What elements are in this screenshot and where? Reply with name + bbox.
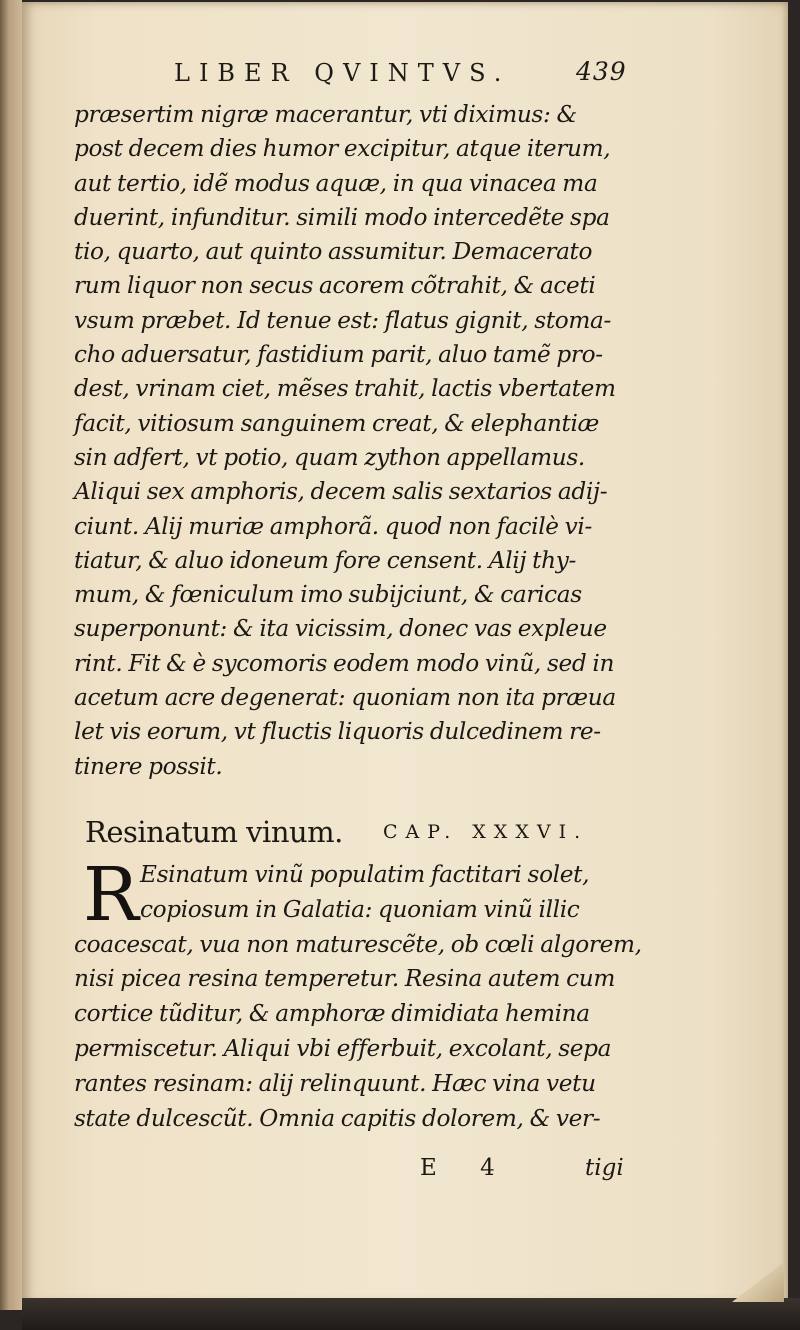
text-line: tiatur, & aluo idoneum fore censent. Alij thy- xyxy=(74,546,576,574)
catchword: tigi xyxy=(585,1155,624,1181)
text-line: state dulcescũt. Omnia capitis dolorem, & ver- xyxy=(74,1104,601,1132)
text-line: mum, & fœniculum imo subijciunt, & caricas xyxy=(74,581,582,609)
text-line: rantes resinam: alij relinquunt. Hæc vina vetu xyxy=(74,1069,596,1097)
text-line: cho aduersatur, fastidium parit, aluo tamẽ pro- xyxy=(74,341,603,369)
catchline xyxy=(410,1155,642,1189)
page-bottom-shadow xyxy=(22,1298,800,1330)
text-line: vsum præbet. Id tenue est: flatus gignit, stoma- xyxy=(74,306,612,334)
drop-cap-initial: R xyxy=(83,852,139,938)
text-line: facit, vitiosum sanguinem creat, & elephantiæ xyxy=(74,409,599,437)
text-line: aut tertio, idẽ modus aquæ, in qua vinacea ma xyxy=(74,169,598,197)
text-line: coacescat, vua non maturescẽte, ob cœli algorem, xyxy=(74,930,642,958)
text-line: cortice tũditur, & amphoræ dimidiata hemina xyxy=(74,1000,590,1028)
text-line: sin adfert, vt potio, quam zython appellamus. xyxy=(74,443,585,471)
text-line: superponunt: & ita vicissim, donec vas expleue xyxy=(74,615,607,643)
text-line: tio, quarto, aut quinto assumitur. Demacerato xyxy=(74,238,593,266)
text-line: let vis eorum, vt fluctis liquoris dulcedinem re- xyxy=(74,718,601,746)
text-line: rum liquor non secus acorem cõtrahit, & aceti xyxy=(74,272,596,300)
running-head-title: LIBER QVINTVS. xyxy=(174,59,511,87)
text-line: nisi picea resina temperetur. Resina autem cum xyxy=(74,965,615,993)
text-line: ciunt. Alij muriæ amphorã. quod non facilè vi- xyxy=(74,512,592,540)
text-line: post decem dies humor excipitur, atque iterum, xyxy=(74,135,611,163)
text-line: tinere possit. xyxy=(74,752,223,780)
body-text xyxy=(74,98,642,784)
chapter-title: Resinatum vinum. xyxy=(85,815,343,849)
text-line: rint. Fit & è sycomoris eodem modo vinũ, sed in xyxy=(74,649,615,677)
previous-page-edge xyxy=(0,0,22,1310)
text-line: Esinatum vinũ populatim factitari solet, xyxy=(140,861,590,888)
text-line: dest, vrinam ciet, mẽses trahit, lactis vbertatem xyxy=(74,375,616,403)
text-line: permiscetur. Aliqui vbi efferbuit, excolant, sepa xyxy=(74,1034,612,1062)
text-line: Aliqui sex amphoris, decem salis sextarios adij- xyxy=(74,478,608,506)
page-number: 439 xyxy=(576,57,627,86)
text-line: acetum acre degenerat: quoniam non ita præua xyxy=(74,684,616,712)
signature-mark: E 4 xyxy=(420,1155,513,1181)
text-line: præsertim nigræ macerantur, vti diximus: & xyxy=(74,101,577,128)
chapter-number: CAP. XXXVI. xyxy=(383,821,589,843)
text-line: duerint, infunditur. simili modo intercedẽte spa xyxy=(74,203,610,231)
chapter-heading xyxy=(85,815,645,857)
running-head xyxy=(170,57,640,91)
text-line: copiosum in Galatia: quoniam vinũ illic xyxy=(140,895,580,923)
chapter-text xyxy=(74,852,642,1136)
